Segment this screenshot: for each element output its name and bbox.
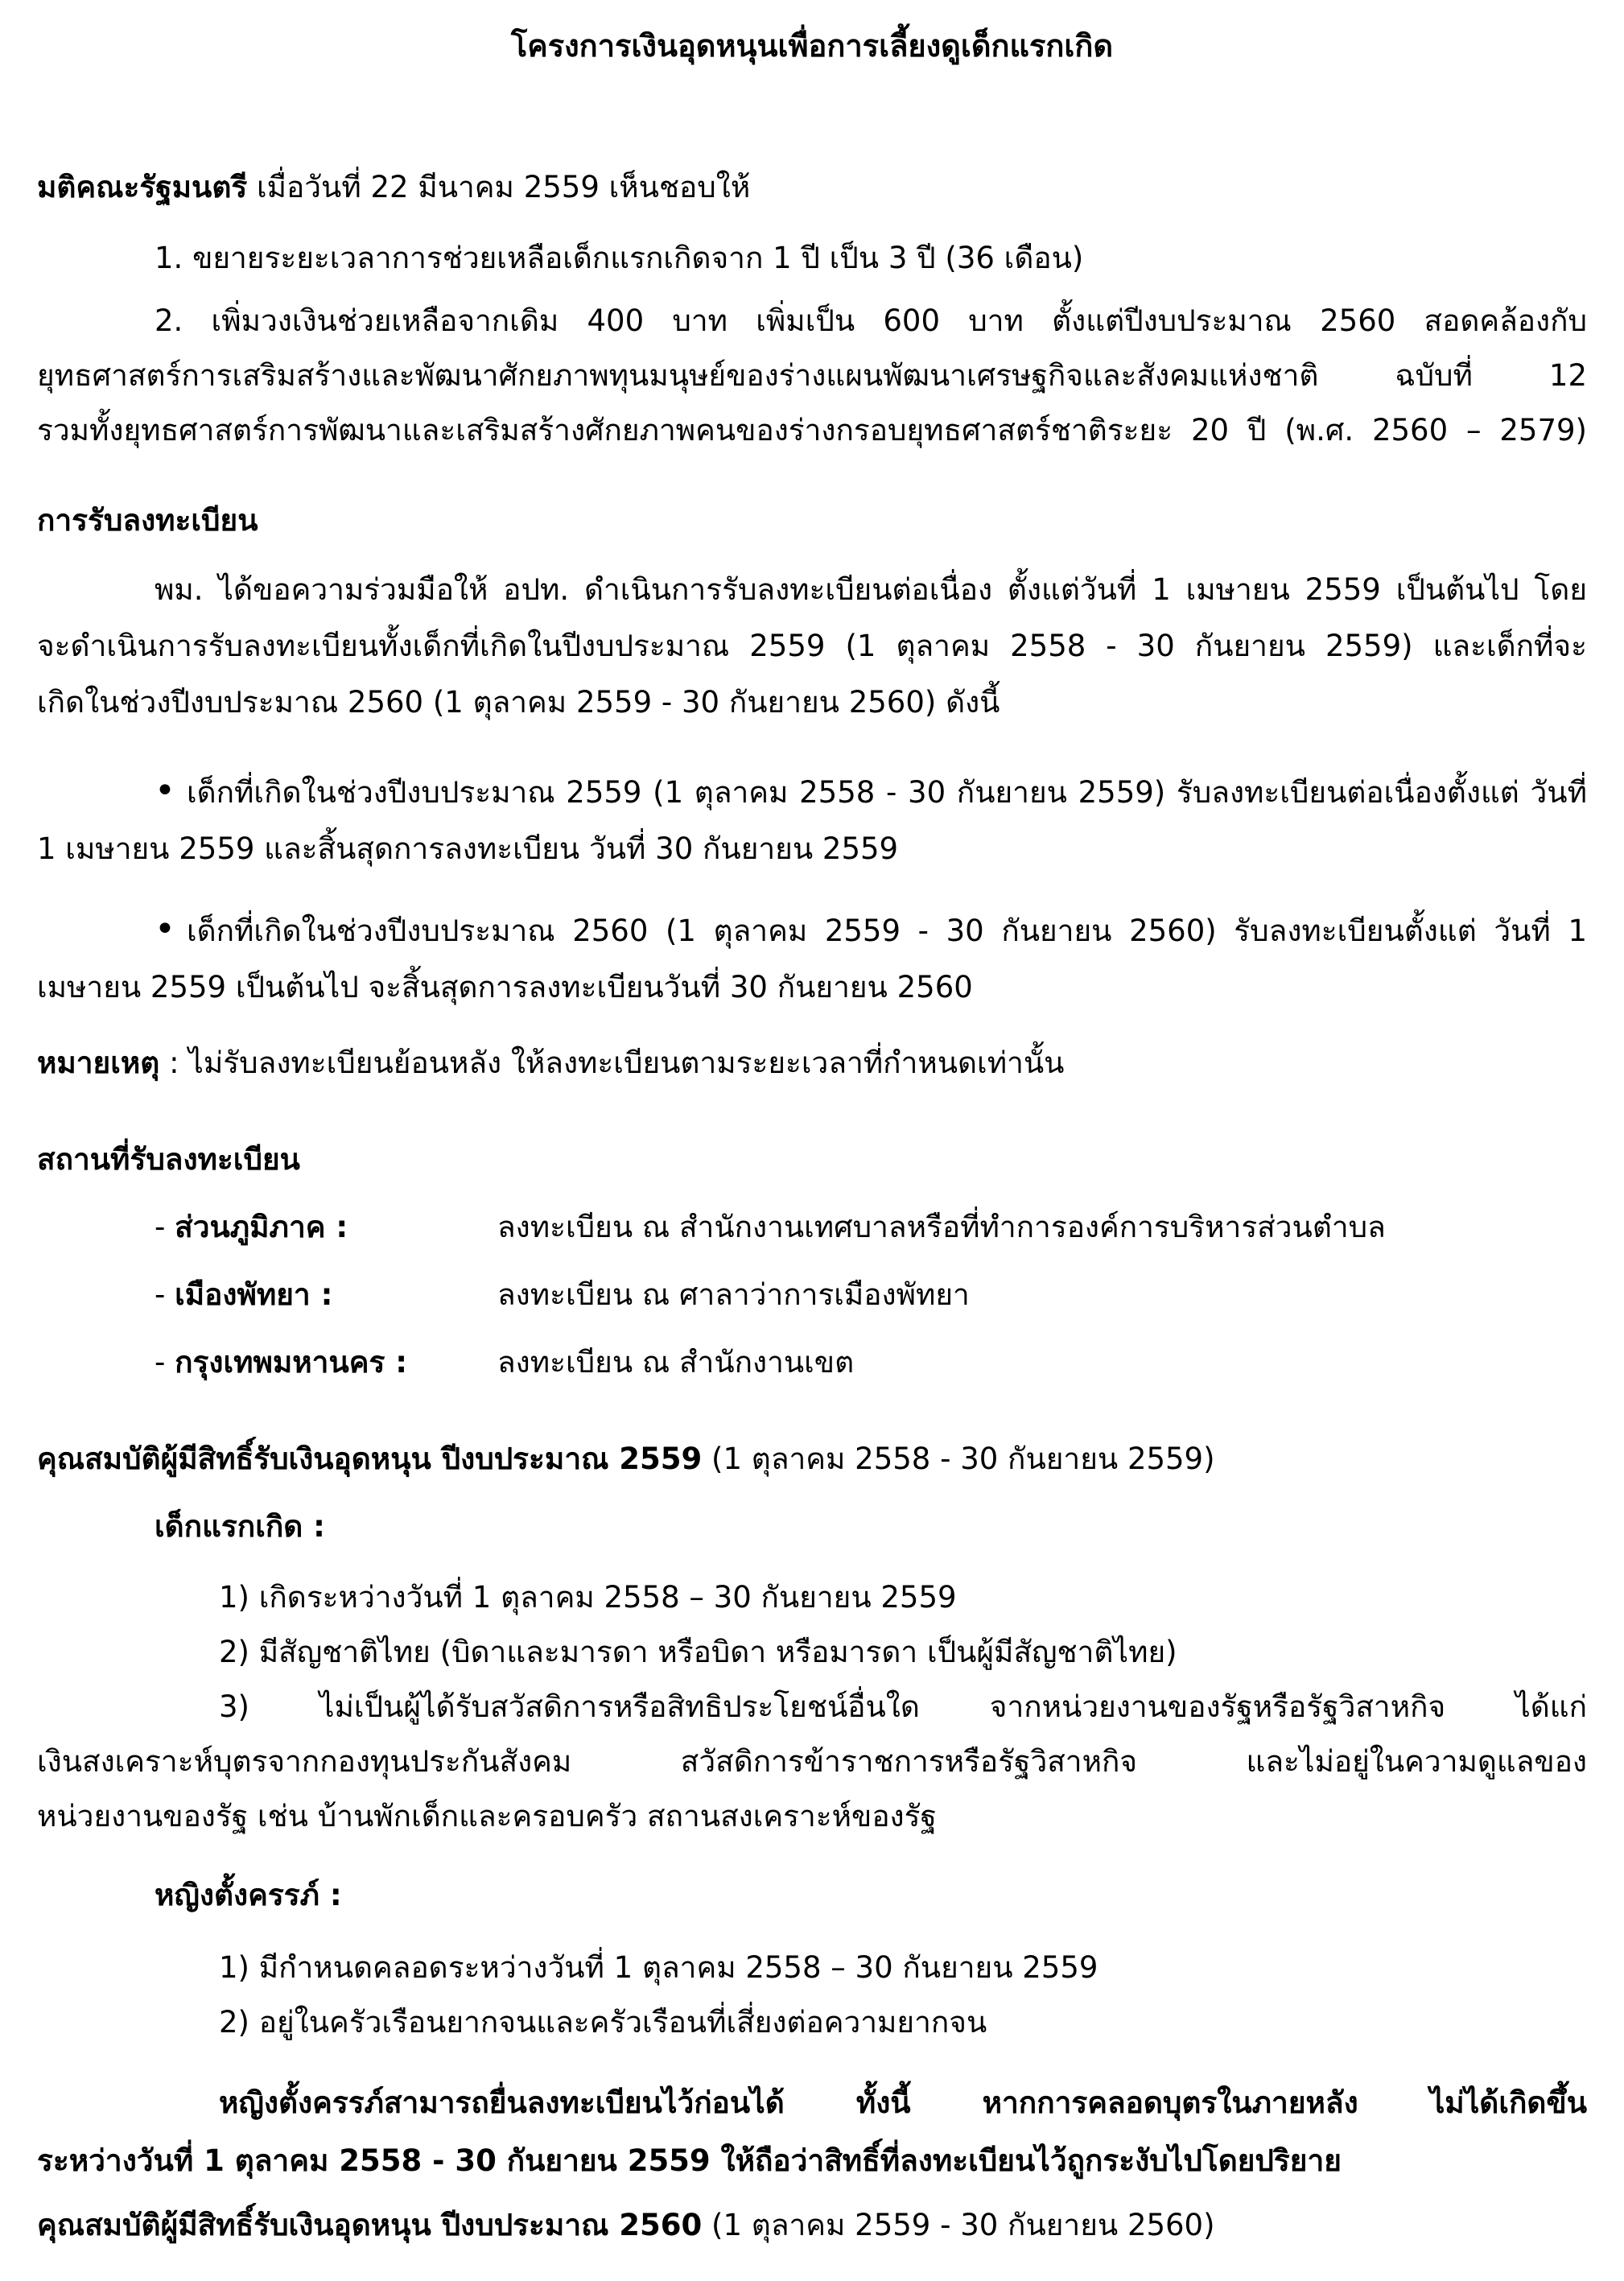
place-label-pattaya: เมืองพัทยา :	[175, 1277, 333, 1312]
note-label: หมายเหตุ	[37, 1046, 160, 1080]
place-row-bangkok: - กรุงเทพมหานคร :	[155, 1345, 408, 1380]
cabinet-item-2-line-2: ยุทธศาสตร์การเสริมสร้างและพัฒนาศักยภาพทุนมนุษย์ของร่างแผนพัฒนาเศรษฐกิจและสังคมแห่งชาติ ฉบับที่ 12	[37, 358, 1587, 393]
places-heading: สถานที่รับลงทะเบียน	[37, 1142, 300, 1177]
cabinet-item-2-line-3: รวมทั้งยุทธศาสตร์การพัฒนาและเสริมสร้างศักยภาพคนของร่างกรอบยุทธศาสตร์ชาติระยะ 20 ปี (พ.ศ. 2560 – 2579)	[37, 413, 1587, 448]
cabinet-item-2-line-1: 2. เพิ่มวงเงินช่วยเหลือจากเดิม 400 บาท เพิ่มเป็น 600 บาท ตั้งแต่ปีงบประมาณ 2560 สอดคล้องกับ	[155, 303, 1587, 338]
registration-paragraph-line-3: เกิดในช่วงปีงบประมาณ 2560 (1 ตุลาคม 2559 - 30 กันยายน 2560) ดังนี้	[37, 685, 1000, 720]
newborn-criteria-3-line-1: 3) ไม่เป็นผู้ได้รับสวัสดิการหรือสิทธิประโยชน์อื่นใด จากหน่วยงานของรัฐหรือรัฐวิสาหกิจ ได้แก่	[219, 1689, 1587, 1724]
cabinet-intro: เมื่อวันที่ 22 มีนาคม 2559 เห็นชอบให้	[247, 170, 751, 204]
newborn-criteria-2: 2) มีสัญชาติไทย (บิดาและมารดา หรือบิดา หรือมารดา เป็นผู้มีสัญชาติไทย)	[219, 1635, 1177, 1669]
registration-bullet-2-line-1: • เด็กที่เกิดในช่วงปีงบประมาณ 2560 (1 ตุลาคม 2559 - 30 กันยายน 2560) รับลงทะเบียนตั้งแต่ วันที่ 1	[155, 909, 1587, 950]
cabinet-heading: มติคณะรัฐมนตรี	[37, 170, 248, 204]
pregnant-heading: หญิงตั้งครรภ์ :	[155, 1878, 342, 1912]
pregnant-note-line-2: ระหว่างวันที่ 1 ตุลาคม 2558 - 30 กันยายน 2559 ให้ถือว่าสิทธิ์ที่ลงทะเบียนไว้ถูกระงับไปโดยปริยาย	[37, 2143, 1342, 2178]
registration-bullet-1-line-2: 1 เมษายน 2559 และสิ้นสุดการลงทะเบียน วันที่ 30 กันยายน 2559	[37, 831, 899, 866]
qualifications-2559-heading: คุณสมบัติผู้มีสิทธิ์รับเงินอุดหนุน ปีงบประมาณ 2559 (1 ตุลาคม 2558 - 30 กันยายน 2559)	[37, 1442, 1215, 1476]
place-value-pattaya: ลงทะเบียน ณ ศาลาว่าการเมืองพัทยา	[497, 1277, 970, 1312]
pregnant-criteria-2: 2) อยู่ในครัวเรือนยากจนและครัวเรือนที่เสี่ยงต่อความยากจน	[219, 2005, 987, 2040]
cabinet-resolution-line	[37, 166, 750, 209]
registration-paragraph-line-2: จะดำเนินการรับลงทะเบียนทั้งเด็กที่เกิดในปีงบประมาณ 2559 (1 ตุลาคม 2558 - 30 กันยายน 2559) และเด็กที่จะ	[37, 629, 1587, 663]
place-value-bangkok: ลงทะเบียน ณ สำนักงานเขต	[497, 1345, 855, 1380]
registration-bullet-2-line-2: เมษายน 2559 เป็นต้นไป จะสิ้นสุดการลงทะเบียนวันที่ 30 กันยายน 2560	[37, 970, 973, 1004]
pregnant-note-line-1: หญิงตั้งครรภ์สามารถยื่นลงทะเบียนไว้ก่อนได้ ทั้งนี้ หากการคลอดบุตรในภายหลัง ไม่ได้เกิดขึ้น	[219, 2085, 1587, 2120]
pregnant-criteria-1: 1) มีกำหนดคลอดระหว่างวันที่ 1 ตุลาคม 2558 – 30 กันยายน 2559	[219, 1950, 1098, 1985]
place-label-bangkok: กรุงเทพมหานคร :	[175, 1345, 408, 1380]
bullet-icon: •	[155, 909, 175, 950]
registration-bullet-1-line-1: • เด็กที่เกิดในช่วงปีงบประมาณ 2559 (1 ตุลาคม 2558 - 30 กันยายน 2559) รับลงทะเบียนต่อเนื่องตั้งแต่ วันที่	[155, 770, 1587, 811]
registration-heading: การรับลงทะเบียน	[37, 503, 258, 538]
newborn-criteria-1: 1) เกิดระหว่างวันที่ 1 ตุลาคม 2558 – 30 กันยายน 2559	[219, 1580, 957, 1615]
note-text: : ไม่รับลงทะเบียนย้อนหลัง ให้ลงทะเบียนตามระยะเวลาที่กำหนดเท่านั้น	[159, 1046, 1065, 1080]
registration-note	[37, 1042, 1064, 1085]
place-label-regional: ส่วนภูมิภาค :	[175, 1210, 348, 1244]
cabinet-item-1: 1. ขยายระยะเวลาการช่วยเหลือเด็กแรกเกิดจาก 1 ปี เป็น 3 ปี (36 เดือน)	[155, 241, 1084, 275]
newborn-criteria-3-line-3: หน่วยงานของรัฐ เช่น บ้านพักเด็กและครอบครัว สถานสงเคราะห์ของรัฐ	[37, 1799, 937, 1833]
newborn-criteria-3-line-2: เงินสงเคราะห์บุตรจากกองทุนประกันสังคม สวัสดิการข้าราชการหรือรัฐวิสาหกิจ และไม่อยู่ในความดูแลของ	[37, 1744, 1587, 1779]
place-value-regional: ลงทะเบียน ณ สำนักงานเทศบาลหรือที่ทำการองค์การบริหารส่วนตำบล	[497, 1210, 1386, 1244]
document-title: โครงการเงินอุดหนุนเพื่อการเลี้ยงดูเด็กแรกเกิด	[510, 28, 1114, 64]
bullet-icon: •	[155, 770, 175, 811]
place-row-pattaya: - เมืองพัทยา :	[155, 1277, 333, 1312]
newborn-heading: เด็กแรกเกิด :	[155, 1509, 325, 1544]
registration-paragraph-line-1: พม. ได้ขอความร่วมมือให้ อปท. ดำเนินการรับลงทะเบียนต่อเนื่อง ตั้งแต่วันที่ 1 เมษายน 2559 เป็นต้นไป โดย	[155, 572, 1587, 607]
place-row-regional: - ส่วนภูมิภาค :	[155, 1210, 348, 1244]
qualifications-2560-heading: คุณสมบัติผู้มีสิทธิ์รับเงินอุดหนุน ปีงบประมาณ 2560 (1 ตุลาคม 2559 - 30 กันยายน 2560)	[37, 2208, 1215, 2242]
